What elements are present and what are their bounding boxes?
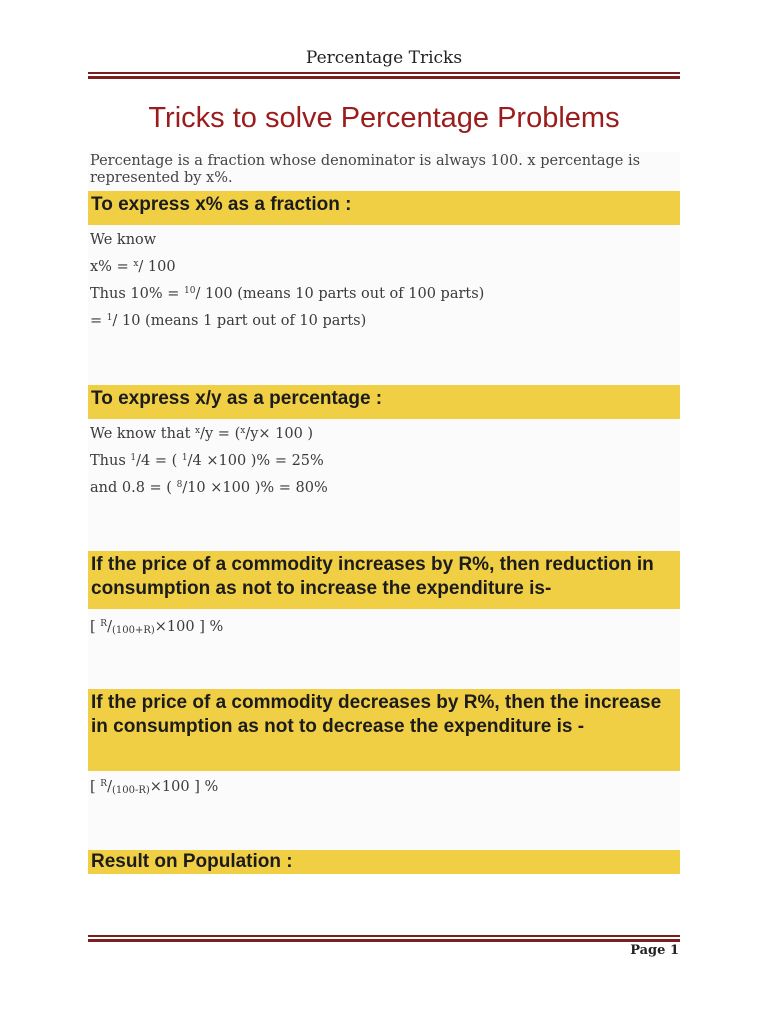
section-heading-population: Result on Population : (88, 850, 680, 874)
header-rule (88, 72, 680, 79)
fraction-line-2: x% = $^x$/ 100 (90, 259, 176, 275)
page-number: Page 1 (630, 943, 679, 958)
percentage-line-1: We know that $^x$/y = ($^x$/y× 100 ) (90, 426, 314, 442)
section-heading-percentage: To express x/y as a percentage : (88, 385, 680, 419)
percentage-line-2: Thus $^1$/4 = ( $^1$/4 ×100 )% = 25% (90, 453, 324, 469)
document-title: Tricks to solve Percentage Problems (148, 102, 620, 134)
price-decrease-formula: [ $^R/_{(100-R)}\times 100$ ] % (90, 779, 219, 796)
page-header-title: Percentage Tricks (305, 48, 463, 68)
section-heading-fraction: To express x% as a fraction : (88, 191, 680, 225)
footer-rule (88, 935, 680, 942)
fraction-line-4: = $^1$/ 10 (means 1 part out of 10 parts) (90, 313, 367, 329)
section-heading-price-decrease: If the price of a commodity decreases by R%, then the increase in consumption as not to decrease the expenditure is - (88, 689, 680, 771)
intro-paragraph: Percentage is a fraction whose denominator is always 100. x percentage is represented by x%. (90, 153, 641, 186)
fraction-line-1: We know (90, 232, 157, 248)
percentage-line-3: and 0.8 = ( $^8$/10 ×100 )% = 80% (90, 480, 328, 496)
price-increase-formula: [ $^R/_{(100+R)}\times 100$ ] % (90, 619, 224, 636)
fraction-line-3: Thus 10% = $^{10}$/ 100 (means 10 parts out of 100 parts) (90, 286, 485, 302)
section-heading-price-increase: If the price of a commodity increases by R%, then reduction in consumption as not to increase the expenditure is- (88, 551, 680, 609)
